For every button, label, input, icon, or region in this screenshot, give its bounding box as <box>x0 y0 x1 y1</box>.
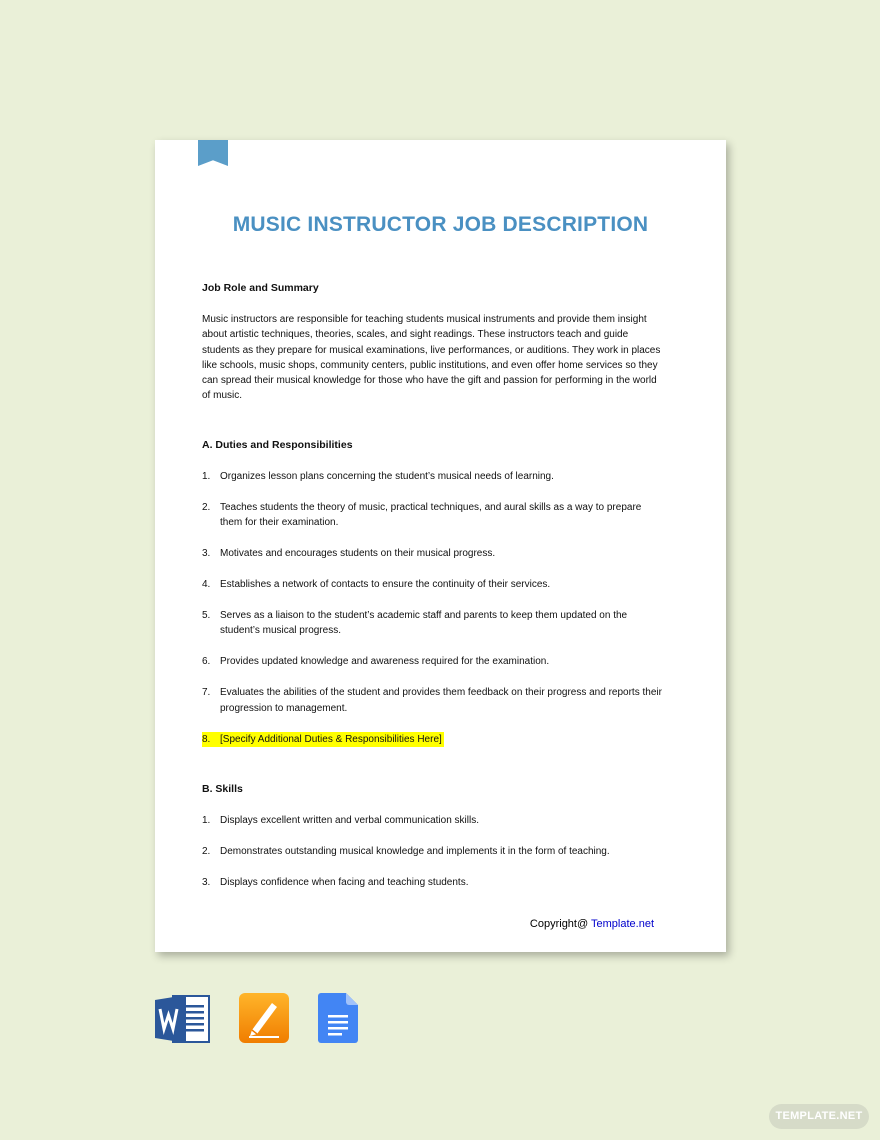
duty-item-placeholder <box>202 732 444 747</box>
skill-number: 2. <box>202 845 211 857</box>
skill-text: Displays excellent written and verbal communication skills. <box>220 814 479 826</box>
skill-item <box>202 844 662 859</box>
summary-paragraph: Music instructors are responsible for teaching students musical instruments and provide them insight about artistic techniques, theories, scales, and sight readings. These instructors teach and guide students as they prepare for musical examinations, live performances, or auditions. They work in places like schools, music shops, community centers, public institutions, and even offer home services so they can spread their musical knowledge for those who have the gift and passion for performing in the world of music. <box>202 314 661 402</box>
skills-list <box>202 813 662 890</box>
duty-text: Evaluates the abilities of the student and provides them feedback on their progress and reports their progression to management. <box>220 687 662 714</box>
pages-icon[interactable] <box>239 993 289 1043</box>
duty-text: Establishes a network of contacts to ensure the continuity of their services. <box>220 579 551 591</box>
word-icon[interactable] <box>155 993 211 1045</box>
duties-list <box>202 469 662 747</box>
duty-item <box>202 500 662 531</box>
duty-item <box>202 685 662 716</box>
duties-heading: A. Duties and Responsibilities <box>202 438 353 451</box>
skill-text: Demonstrates outstanding musical knowledge and implements it in the form of teaching. <box>220 845 610 857</box>
summary-heading: Job Role and Summary <box>202 282 319 294</box>
skill-item <box>202 813 662 828</box>
skill-number: 1. <box>202 814 211 826</box>
document-page <box>155 140 726 952</box>
google-docs-icon[interactable] <box>318 993 358 1043</box>
skill-item <box>202 875 662 890</box>
duty-item <box>202 546 662 561</box>
duty-number: 3. <box>202 548 211 560</box>
skill-text: Displays confidence when facing and teaching students. <box>220 876 469 888</box>
duty-text: Motivates and encourages students on their musical progress. <box>220 548 496 560</box>
template-net-watermark: TEMPLATE.NET <box>769 1104 869 1129</box>
duty-number: 6. <box>202 656 211 668</box>
duty-number: 7. <box>202 687 211 699</box>
duty-item <box>202 654 662 669</box>
copyright-prefix: Copyright@ <box>529 918 592 930</box>
duty-text: Teaches students the theory of music, practical techniques, and aural skills as a way to prepare them for their examination. <box>220 501 642 529</box>
duty-item <box>202 469 662 484</box>
duty-number: 4. <box>202 579 211 591</box>
duty-number: 8. <box>202 733 211 745</box>
document-body <box>202 281 662 890</box>
duty-item <box>202 577 662 592</box>
duty-item <box>202 608 662 639</box>
copyright-notice <box>530 918 654 930</box>
copyright-link[interactable]: Template.net <box>591 918 654 930</box>
bookmark-ribbon-icon <box>198 140 228 166</box>
duty-placeholder-text: [Specify Additional Duties & Responsibilities Here] <box>220 733 442 745</box>
duty-text: Provides updated knowledge and awareness required for the examination. <box>220 656 550 668</box>
app-icons-row <box>155 993 360 1045</box>
skill-number: 3. <box>202 876 211 888</box>
duty-number: 2. <box>202 501 211 513</box>
duty-number: 5. <box>202 610 211 622</box>
skills-heading: B. Skills <box>202 782 243 795</box>
duty-text: Serves as a liaison to the student’s academic staff and parents to keep them updated on the student’s musical progress. <box>220 610 628 637</box>
duty-text: Organizes lesson plans concerning the student’s musical needs of learning. <box>220 470 554 482</box>
document-title: MUSIC INSTRUCTOR JOB DESCRIPTION <box>232 213 649 236</box>
duty-number: 1. <box>202 470 211 482</box>
